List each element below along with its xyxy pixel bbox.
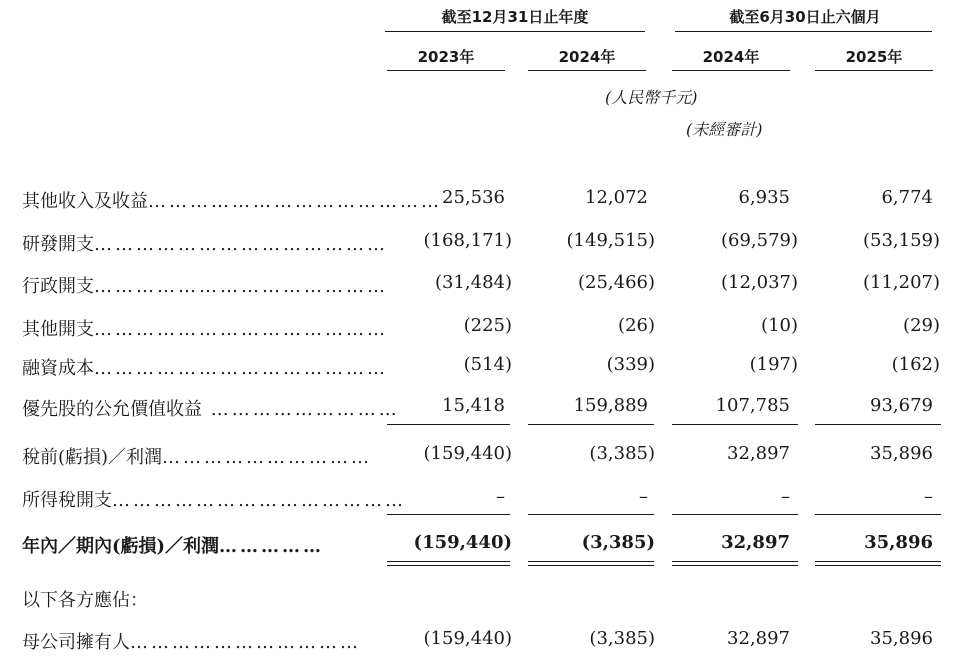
year-header-2024-fy: 2024年 — [558, 48, 616, 66]
row-label-other-expenses: 其他開支…………………………………… — [22, 319, 388, 340]
subtotal-rule — [528, 514, 654, 515]
row-label-rnd-expenses: 研發開支…………………………………… — [22, 234, 388, 255]
cell-value: (11,207) — [862, 272, 940, 293]
cell-value: – — [924, 486, 933, 507]
cell-value: 6,935 — [738, 187, 790, 208]
cell-value: (3,385) — [589, 628, 655, 649]
row-label-fair-value-gain: 優先股的公允價值收益 ……………………… — [22, 399, 400, 420]
total-double-rule — [387, 561, 510, 566]
row-label-admin-expenses: 行政開支…………………………………… — [22, 276, 388, 297]
cell-value: (3,385) — [581, 532, 655, 553]
cell-value: (25,466) — [577, 272, 655, 293]
cell-value: 25,536 — [442, 187, 505, 208]
subtotal-rule — [815, 424, 941, 425]
cell-value: 35,896 — [870, 443, 933, 464]
cell-value: (26) — [618, 315, 655, 336]
subtotal-rule — [528, 424, 654, 425]
group-rule-fiscal-year — [385, 31, 645, 32]
row-label-finance-costs: 融資成本…………………………………… — [22, 358, 388, 379]
year-rule-2 — [528, 70, 646, 71]
cell-value: (3,385) — [589, 443, 655, 464]
cell-value: 12,072 — [585, 187, 648, 208]
cell-value: 15,418 — [442, 395, 505, 416]
group-header-half-year: 截至6月30日止六個月 — [729, 8, 881, 26]
row-label-profit-before-tax: 稅前(虧損)／利潤………………………… — [22, 447, 373, 468]
cell-value: 32,897 — [727, 443, 790, 464]
cell-value: 6,774 — [881, 187, 933, 208]
group-header-fiscal-year: 截至12月31日止年度 — [441, 8, 589, 26]
year-header-2023: 2023年 — [417, 48, 475, 66]
cell-value: (29) — [903, 315, 940, 336]
cell-value: (31,484) — [434, 272, 512, 293]
total-double-rule — [672, 561, 798, 566]
year-rule-3 — [672, 70, 790, 71]
cell-value: – — [496, 486, 505, 507]
cell-value: (159,440) — [423, 443, 512, 464]
cell-value: 93,679 — [870, 395, 933, 416]
row-label-other-income: 其他收入及收益…………………………………… — [22, 191, 442, 212]
cell-value: (10) — [761, 315, 798, 336]
cell-value: (149,515) — [566, 230, 655, 251]
cell-value: 159,889 — [573, 395, 648, 416]
cell-value: – — [781, 486, 790, 507]
cell-value: 35,896 — [870, 628, 933, 649]
cell-value: (168,171) — [423, 230, 512, 251]
cell-value: 107,785 — [715, 395, 790, 416]
total-double-rule — [815, 561, 941, 566]
unaudited-note: (未經審計) — [686, 120, 763, 139]
cell-value: (12,037) — [720, 272, 798, 293]
subtotal-rule — [815, 514, 941, 515]
cell-value: 32,897 — [721, 532, 790, 553]
row-label-attributable-to: 以下各方應佔： — [22, 590, 148, 611]
cell-value: (339) — [606, 354, 655, 375]
year-header-2024-hy: 2024年 — [702, 48, 760, 66]
cell-value: 35,896 — [864, 532, 933, 553]
row-label-owners-of-parent: 母公司擁有人…………………………… — [22, 632, 361, 653]
cell-value: (159,440) — [423, 628, 512, 649]
cell-value: (197) — [749, 354, 798, 375]
year-header-2025-hy: 2025年 — [845, 48, 903, 66]
subtotal-rule — [672, 424, 798, 425]
row-label-profit-for-period: 年內／期內(虧損)／利潤…………… — [22, 536, 325, 557]
subtotal-rule — [672, 514, 798, 515]
cell-value: (514) — [463, 354, 512, 375]
year-rule-4 — [815, 70, 933, 71]
cell-value: (162) — [891, 354, 940, 375]
group-rule-half-year — [675, 31, 932, 32]
cell-value: 32,897 — [727, 628, 790, 649]
cell-value: (53,159) — [862, 230, 940, 251]
cell-value: (159,440) — [413, 532, 512, 553]
subtotal-rule — [387, 424, 510, 425]
subtotal-rule — [387, 514, 510, 515]
cell-value: – — [639, 486, 648, 507]
cell-value: (69,579) — [720, 230, 798, 251]
cell-value: (225) — [463, 315, 512, 336]
currency-note: (人民幣千元) — [605, 88, 698, 107]
row-label-income-tax: 所得稅開支…………………………………… — [22, 490, 406, 511]
year-rule-1 — [387, 70, 505, 71]
total-double-rule — [528, 561, 654, 566]
